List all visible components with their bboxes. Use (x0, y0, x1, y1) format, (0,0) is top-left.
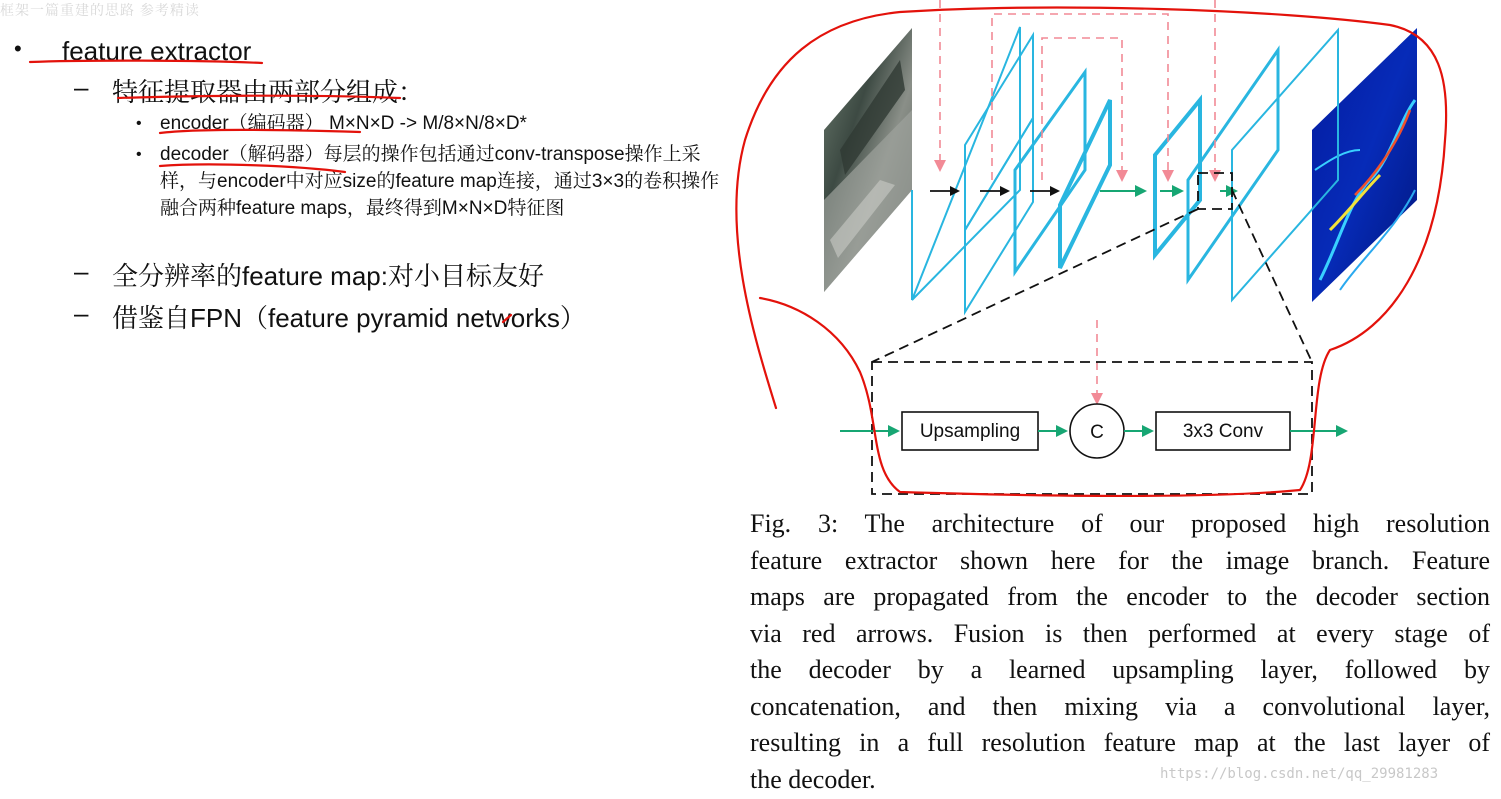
dash-icon: – (74, 72, 89, 102)
underline-encoder (160, 130, 360, 133)
underline-feature-extractor (30, 61, 262, 63)
bullet-fpn-text: 借鉴自FPN（feature pyramid networks） (112, 303, 586, 333)
caption-line-2: feature extractor shown here for the image branch. Feature (750, 545, 1490, 575)
dash-icon: – (74, 256, 89, 286)
caption-line-7: resulting in a full resolution feature map at the last layer of (750, 728, 1490, 757)
caption-line-1: Fig. 3: The architecture of our proposed high resolution (750, 509, 1490, 538)
mark-fpn-word (503, 315, 511, 322)
bullet-feature-extractor: feature extractor (62, 36, 252, 66)
figure-caption (750, 506, 1490, 798)
caption-line-4: via red arrows. Fusion is then performed at every stage of (750, 618, 1490, 648)
dash-icon: – (74, 298, 89, 328)
conv-label: 3x3 Conv (1182, 421, 1264, 442)
bullet-dot-icon: • (136, 146, 142, 163)
caption-line-6: concatenation, and then mixing via a convolutional layer, (750, 691, 1490, 721)
caption-line-3: maps are propagated from the encoder to the decoder section (750, 582, 1490, 611)
output-feature-map (1312, 28, 1417, 302)
decoder-layer-1 (1155, 100, 1200, 255)
input-image (824, 28, 912, 292)
bullet-dot-icon: • (136, 115, 142, 132)
bullet-fullres-text: 全分辨率的feature map:对小目标友好 (112, 261, 544, 291)
faint-header-text: 框架一篇重建的思路 参考精读 (0, 2, 200, 18)
concat-label: C (1090, 422, 1104, 443)
bullet-dot-icon: • (14, 36, 22, 61)
upsampling-label: Upsampling (919, 421, 1021, 442)
encoder-layer-2b (965, 35, 1033, 230)
bullet-encoder-text: encoder（编码器） M×N×D -> M/8×N/8×D* (160, 113, 527, 134)
network-layers (912, 27, 1338, 312)
underline-decoder (160, 164, 345, 172)
caption-line-5: the decoder by a learned upsampling layer, followed by (750, 655, 1490, 684)
caption-line-8: the decoder. (750, 764, 876, 794)
fusion-block (840, 404, 1346, 458)
underline-components (118, 96, 400, 98)
watermark-url: https://blog.csdn.net/qq_29981283 (1160, 766, 1439, 782)
bullet-decoder-text: decoder（解码器）每层的操作包括通过conv-transpose操作上采样，与encoder中对应size的feature map连接，通过3×3的卷积操作融合两种feature maps，最终得到M×N×D特征图 (160, 144, 720, 219)
bullet-components-text: 特征提取器由两部分组成： (112, 77, 425, 107)
